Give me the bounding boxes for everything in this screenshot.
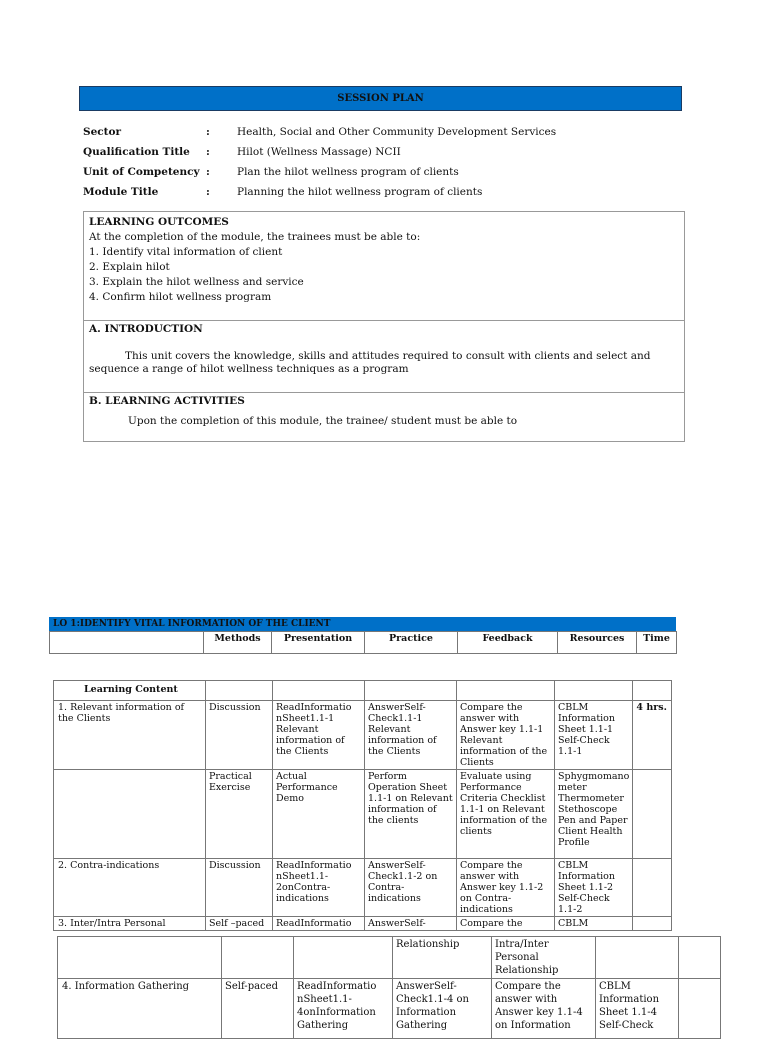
resources-cell: CBLM Information Sheet 1.1-2 Self-Check 1.1-2 [555,859,633,917]
learning-outcomes-box [83,211,685,321]
learning-content-header: Learning Content [54,681,206,701]
time-cell [633,859,672,917]
learning-outcomes-heading: LEARNING OUTCOMES [89,216,229,228]
content-cell: 2. Contra-indications [54,859,206,917]
practice-cell: AnswerSelf- [365,917,457,931]
learning-outcome-item: 2. Explain hilot [89,261,170,273]
feedback-cell: Compare the [457,917,555,931]
learning-content-table [53,680,672,931]
table-cell [555,681,633,701]
time-cell: 4 hrs. [633,701,672,770]
resources-cell: CBLM Information Sheet 1.1-4 Self-Check [596,979,679,1039]
header-time: Time [637,632,677,654]
method-cell: Practical Exercise [206,770,273,859]
meta-value: Plan the hilot wellness program of clients [237,166,459,178]
meta-row-sector [83,126,683,142]
meta-value: Planning the hilot wellness program of clients [237,186,483,198]
method-cell [222,937,294,979]
header-feedback: Feedback [458,632,558,654]
learning-outcome-item: 3. Explain the hilot wellness and service [89,276,304,288]
meta-colon: : [206,146,210,158]
resources-cell: CBLM [555,917,633,931]
resources-cell: Sphygmomano meter Thermometer Stethoscope Pen and Paper Client Health Profile [555,770,633,859]
content-cell: 4. Information Gathering [58,979,222,1039]
meta-key: Module Title [83,186,159,198]
meta-row-module [83,186,683,202]
presentation-cell: ReadInformatio nSheet1.1-2onContra-indications [273,859,365,917]
feedback-cell: Intra/Inter Personal Relationship [492,937,596,979]
introduction-heading: A. INTRODUCTION [89,323,203,335]
learning-activities-text: Upon the completion of this module, the trainee/ student must be able to [128,415,518,427]
content-cell: 1. Relevant information of the Clients [54,701,206,770]
time-cell [679,937,721,979]
presentation-cell [294,937,393,979]
time-cell [633,770,672,859]
lo1-title: LO 1:IDENTIFY VITAL INFORMATION OF THE CLIENT [49,617,676,631]
method-cell: Discussion [206,859,273,917]
header-methods: Methods [204,632,272,654]
time-cell [679,979,721,1039]
practice-cell: Relationship [393,937,492,979]
meta-row-unit [83,166,683,182]
header-practice: Practice [365,632,458,654]
table-cell [365,681,457,701]
introduction-box [83,320,685,393]
meta-colon: : [206,186,210,198]
meta-value: Health, Social and Other Community Development Services [237,126,557,138]
method-cell: Discussion [206,701,273,770]
meta-row-qualification [83,146,683,162]
content-cell [58,937,222,979]
meta-colon: : [206,126,210,138]
table-cell [206,681,273,701]
table-cell [457,681,555,701]
header-resources: Resources [558,632,637,654]
presentation-cell: Actual Performance Demo [273,770,365,859]
method-cell: Self –paced [206,917,273,931]
header-blank-cell [50,632,204,654]
table-cell [633,681,672,701]
practice-cell: AnswerSelf-Check1.1-1 Relevant information of the Clients [365,701,457,770]
table-row [54,770,672,859]
table-row [54,701,672,770]
table-row [54,859,672,917]
resources-cell: CBLM Information Sheet 1.1-1 Self-Check 1.1-1 [555,701,633,770]
learning-outcomes-intro: At the completion of the module, the trainees must be able to: [89,231,421,243]
resources-cell [596,937,679,979]
meta-key: Sector [83,126,122,138]
feedback-cell: Compare the answer with Answer key 1.1-2 on Contra-indications [457,859,555,917]
time-cell [633,917,672,931]
presentation-cell: ReadInformatio nSheet1.1-4onInformation Gathering [294,979,393,1039]
table-cell [273,681,365,701]
feedback-cell: Compare the answer with Answer key 1.1-1 Relevant information of the Clients [457,701,555,770]
table-row [58,979,721,1039]
presentation-cell: ReadInformatio nSheet1.1-1 Relevant information of the Clients [273,701,365,770]
lo1-header-table [49,631,677,654]
practice-cell: AnswerSelf-Check1.1-2 on Contra-indications [365,859,457,917]
content-cell: 3. Inter/Intra Personal [54,917,206,931]
content-cell [54,770,206,859]
learning-activities-heading: B. LEARNING ACTIVITIES [89,395,245,407]
table-row [54,917,672,931]
learning-outcome-item: 1. Identify vital information of client [89,246,283,258]
practice-cell: AnswerSelf-Check1.1-4 on Information Gathering [393,979,492,1039]
presentation-cell: ReadInformatio [273,917,365,931]
meta-key: Qualification Title [83,146,190,158]
introduction-text: This unit covers the knowledge, skills and attitudes required to consult with clients and select and sequence a range of hilot wellness techniques as a program [89,350,651,375]
feedback-cell: Evaluate using Performance Criteria Checklist 1.1-1 on Relevant information of the clients [457,770,555,859]
table-row [58,937,721,979]
session-plan-title: SESSION PLAN [79,86,682,111]
learning-activities-box [83,392,685,442]
learning-outcome-item: 4. Confirm hilot wellness program [89,291,272,303]
practice-cell: Perform Operation Sheet 1.1-1 on Relevant information of the clients [365,770,457,859]
header-presentation: Presentation [272,632,365,654]
meta-value: Hilot (Wellness Massage) NCII [237,146,401,158]
meta-colon: : [206,166,210,178]
feedback-cell: Compare the answer with Answer key 1.1-4 on Information [492,979,596,1039]
method-cell: Self-paced [222,979,294,1039]
meta-key: Unit of Competency [83,166,200,178]
